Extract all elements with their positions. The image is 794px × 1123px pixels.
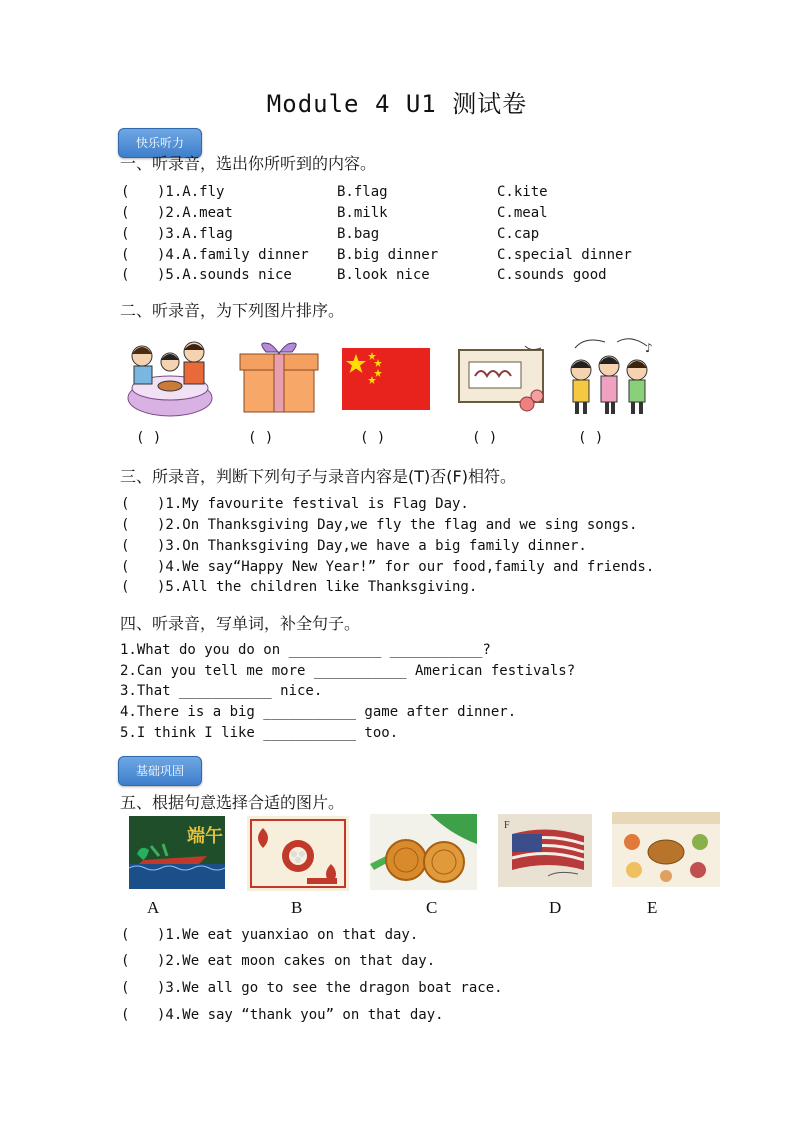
chinese-flag-picture: [342, 348, 430, 410]
list-item: ( )5.All the children like Thanksgiving.: [121, 579, 478, 595]
section-1-heading: 一、听录音，选出你所听到的内容。: [120, 154, 377, 173]
svg-text:F: F: [504, 820, 510, 831]
list-item: ( )4.We say “thank you” on that day.: [121, 1007, 444, 1023]
page-title: Module 4 U1 测试卷: [266, 90, 528, 118]
list-item: ( )5.A.sounds nice B.look nice C.sounds good: [121, 267, 607, 283]
thanks-card-picture: [455, 342, 547, 416]
list-item: ( )1.We eat yuanxiao on that day.: [121, 927, 419, 943]
picture-label-c: C: [426, 898, 438, 917]
picture-label-b: B: [291, 898, 303, 917]
flag-day-picture: [498, 814, 592, 887]
gift-box-picture: [236, 340, 322, 414]
list-item: 1.What do you do on ___________ ___________?: [120, 642, 491, 658]
order-blank: ( ): [472, 430, 498, 446]
list-item: ( )3.We all go to see the dragon boat race.: [121, 980, 503, 996]
section-4-heading: 四、听录音，写单词，补全句子。: [120, 614, 361, 633]
list-item: 2.Can you tell me more ___________ American festivals?: [120, 663, 576, 679]
lantern-festival-picture: [247, 816, 349, 891]
list-item: ( )1.My favourite festival is Flag Day.: [121, 496, 469, 512]
picture-label-e: E: [647, 898, 658, 917]
list-item: ( )2.We eat moon cakes on that day.: [121, 953, 436, 969]
list-item: ( )2.A.meat B.milk C.meal: [121, 205, 548, 221]
listening-badge: 快乐听力: [118, 128, 202, 158]
list-item: ( )3.On Thanksgiving Day,we have a big family dinner.: [121, 538, 587, 554]
svg-text:♪: ♪: [645, 341, 653, 355]
list-item: ( )1.A.fly B.flag C.kite: [121, 184, 548, 200]
order-blank: ( ): [578, 430, 604, 446]
list-item: 4.There is a big ___________ game after dinner.: [120, 704, 517, 720]
picture-label-d: D: [549, 898, 562, 917]
section-3-heading: 三、所录音，判断下列句子与录音内容是(T)否(F)相符。: [120, 467, 516, 486]
thanksgiving-picture: [612, 812, 720, 887]
singing-children-picture: [565, 334, 659, 420]
mooncakes-picture: [370, 814, 477, 890]
order-blank: ( ): [136, 430, 162, 446]
section-2-heading: 二、听录音，为下列图片排序。: [120, 301, 345, 320]
order-blank: ( ): [360, 430, 386, 446]
list-item: ( )2.On Thanksgiving Day,we fly the flag and we sing songs.: [121, 517, 638, 533]
list-item: ( )3.A.flag B.bag C.cap: [121, 226, 540, 242]
list-item: ( )4.A.family dinner B.big dinner C.special dinner: [121, 247, 632, 263]
order-blank: ( ): [248, 430, 274, 446]
basic-badge: 基础巩固: [118, 756, 202, 786]
picture-label-a: A: [147, 898, 160, 917]
list-item: 3.That ___________ nice.: [120, 683, 323, 699]
list-item: 5.I think I like ___________ too.: [120, 725, 399, 741]
dragon-boat-picture: [129, 816, 225, 889]
family-dinner-picture: [124, 336, 216, 420]
section-5-heading: 五、根据句意选择合适的图片。: [120, 793, 345, 812]
list-item: ( )4.We say“Happy New Year!” for our food,family and friends.: [121, 559, 655, 575]
svg-text:端午: 端午: [187, 826, 223, 847]
